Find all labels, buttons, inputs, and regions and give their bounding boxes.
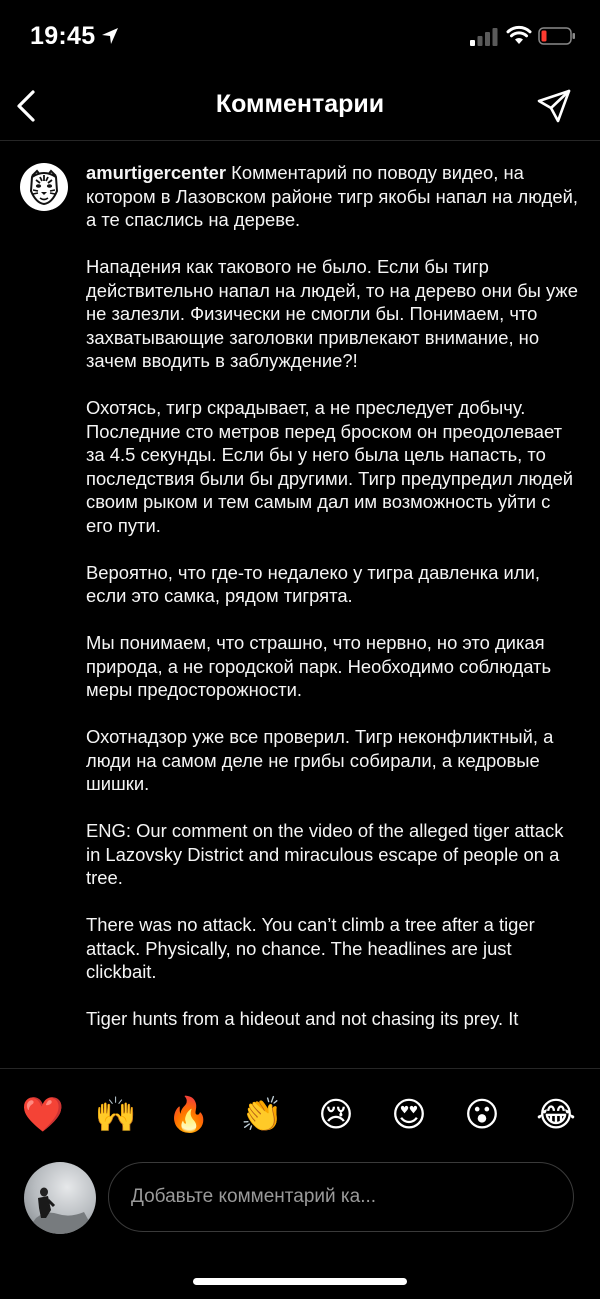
user-photo-icon [24,1162,96,1234]
comment-paragraph: Tiger hunts from a hideout and not chasing its prey. It [86,1008,519,1029]
comment-paragraph: There was no attack. You can’t climb a tree after a tiger attack. Physically, no chance. The headlines are just clickbait. [86,914,535,982]
author-avatar[interactable] [20,163,68,211]
home-indicator[interactable] [193,1278,407,1285]
comment-thread[interactable] [0,141,600,1067]
paper-plane-icon [536,88,572,124]
cellular-signal-icon [470,28,498,46]
emoji-heart-eyes-button[interactable]: 😍 [391,1095,427,1135]
comment-paragraph: ENG: Our comment on the video of the alleged tiger attack in Lazovsky District and miraculous escape of people on a tree. [86,820,564,888]
comment-paragraph: Нападения как такового не было. Если бы тигр действительно напал на людей, то на дерево они бы уже не залезли. Физически не смогли бы. Понимаем, что захватывающие заголовки привлекают внимание, но зачем вводить в заблуждение?! [86,256,578,371]
comment-paragraph: amurtigercenter Комментарий по поводу видео, на котором в Лазовском районе тигр якобы напал на людей, а те спаслись на дереве. [86,162,579,230]
comment-paragraph: Вероятно, что где-то недалеко у тигра давленка или, если это самка, рядом тигрята. [86,561,540,606]
direct-message-button[interactable] [534,86,574,126]
battery-low-icon [538,26,576,46]
emoji-surprised-button[interactable]: 😮 [464,1095,500,1135]
current-user-avatar[interactable] [24,1162,96,1234]
comment-username[interactable]: amurtigercenter [86,162,227,183]
comment-text [86,161,580,1054]
header-bar [0,76,600,141]
comment-paragraph: Мы понимаем, что страшно, что нервно, но это дикая природа, а не городской парк. Необходимо соблюдать меры предосторожности. [86,632,552,700]
emoji-heart-button[interactable]: ❤️ [21,1095,65,1135]
wifi-icon [506,25,532,45]
emoji-laughing-button[interactable]: 😂 [536,1095,576,1135]
add-comment-input[interactable] [108,1162,574,1232]
location-arrow-icon [100,26,120,46]
emoji-fire-button[interactable]: 🔥 [167,1095,211,1135]
page-title: Комментарии [215,90,385,118]
emoji-raised-hands-button[interactable]: 🙌 [94,1095,138,1135]
emoji-clap-button[interactable]: 👏 [240,1095,284,1135]
status-bar [0,0,600,76]
status-time: 19:45 [30,22,96,50]
comment-paragraph: Охотясь, тигр скрадывает, а не преследует добычу. Последние сто метров перед броском он преодолевает за 4.5 секунды. Если бы у него была цель напасть, то последствия были бы другими. Тигр предупредил людей своим рыком и тем самым дал им возможность уйти с его пути. [86,397,574,536]
emoji-crying-button[interactable]: 😢 [318,1095,354,1135]
tiger-logo-icon [24,167,64,207]
comment-paragraph: Охотнадзор уже все проверил. Тигр неконфликтный, а люди на самом деле не грибы собирали, а кедровые шишки. [86,726,554,794]
emoji-reaction-bar [0,1068,600,1159]
